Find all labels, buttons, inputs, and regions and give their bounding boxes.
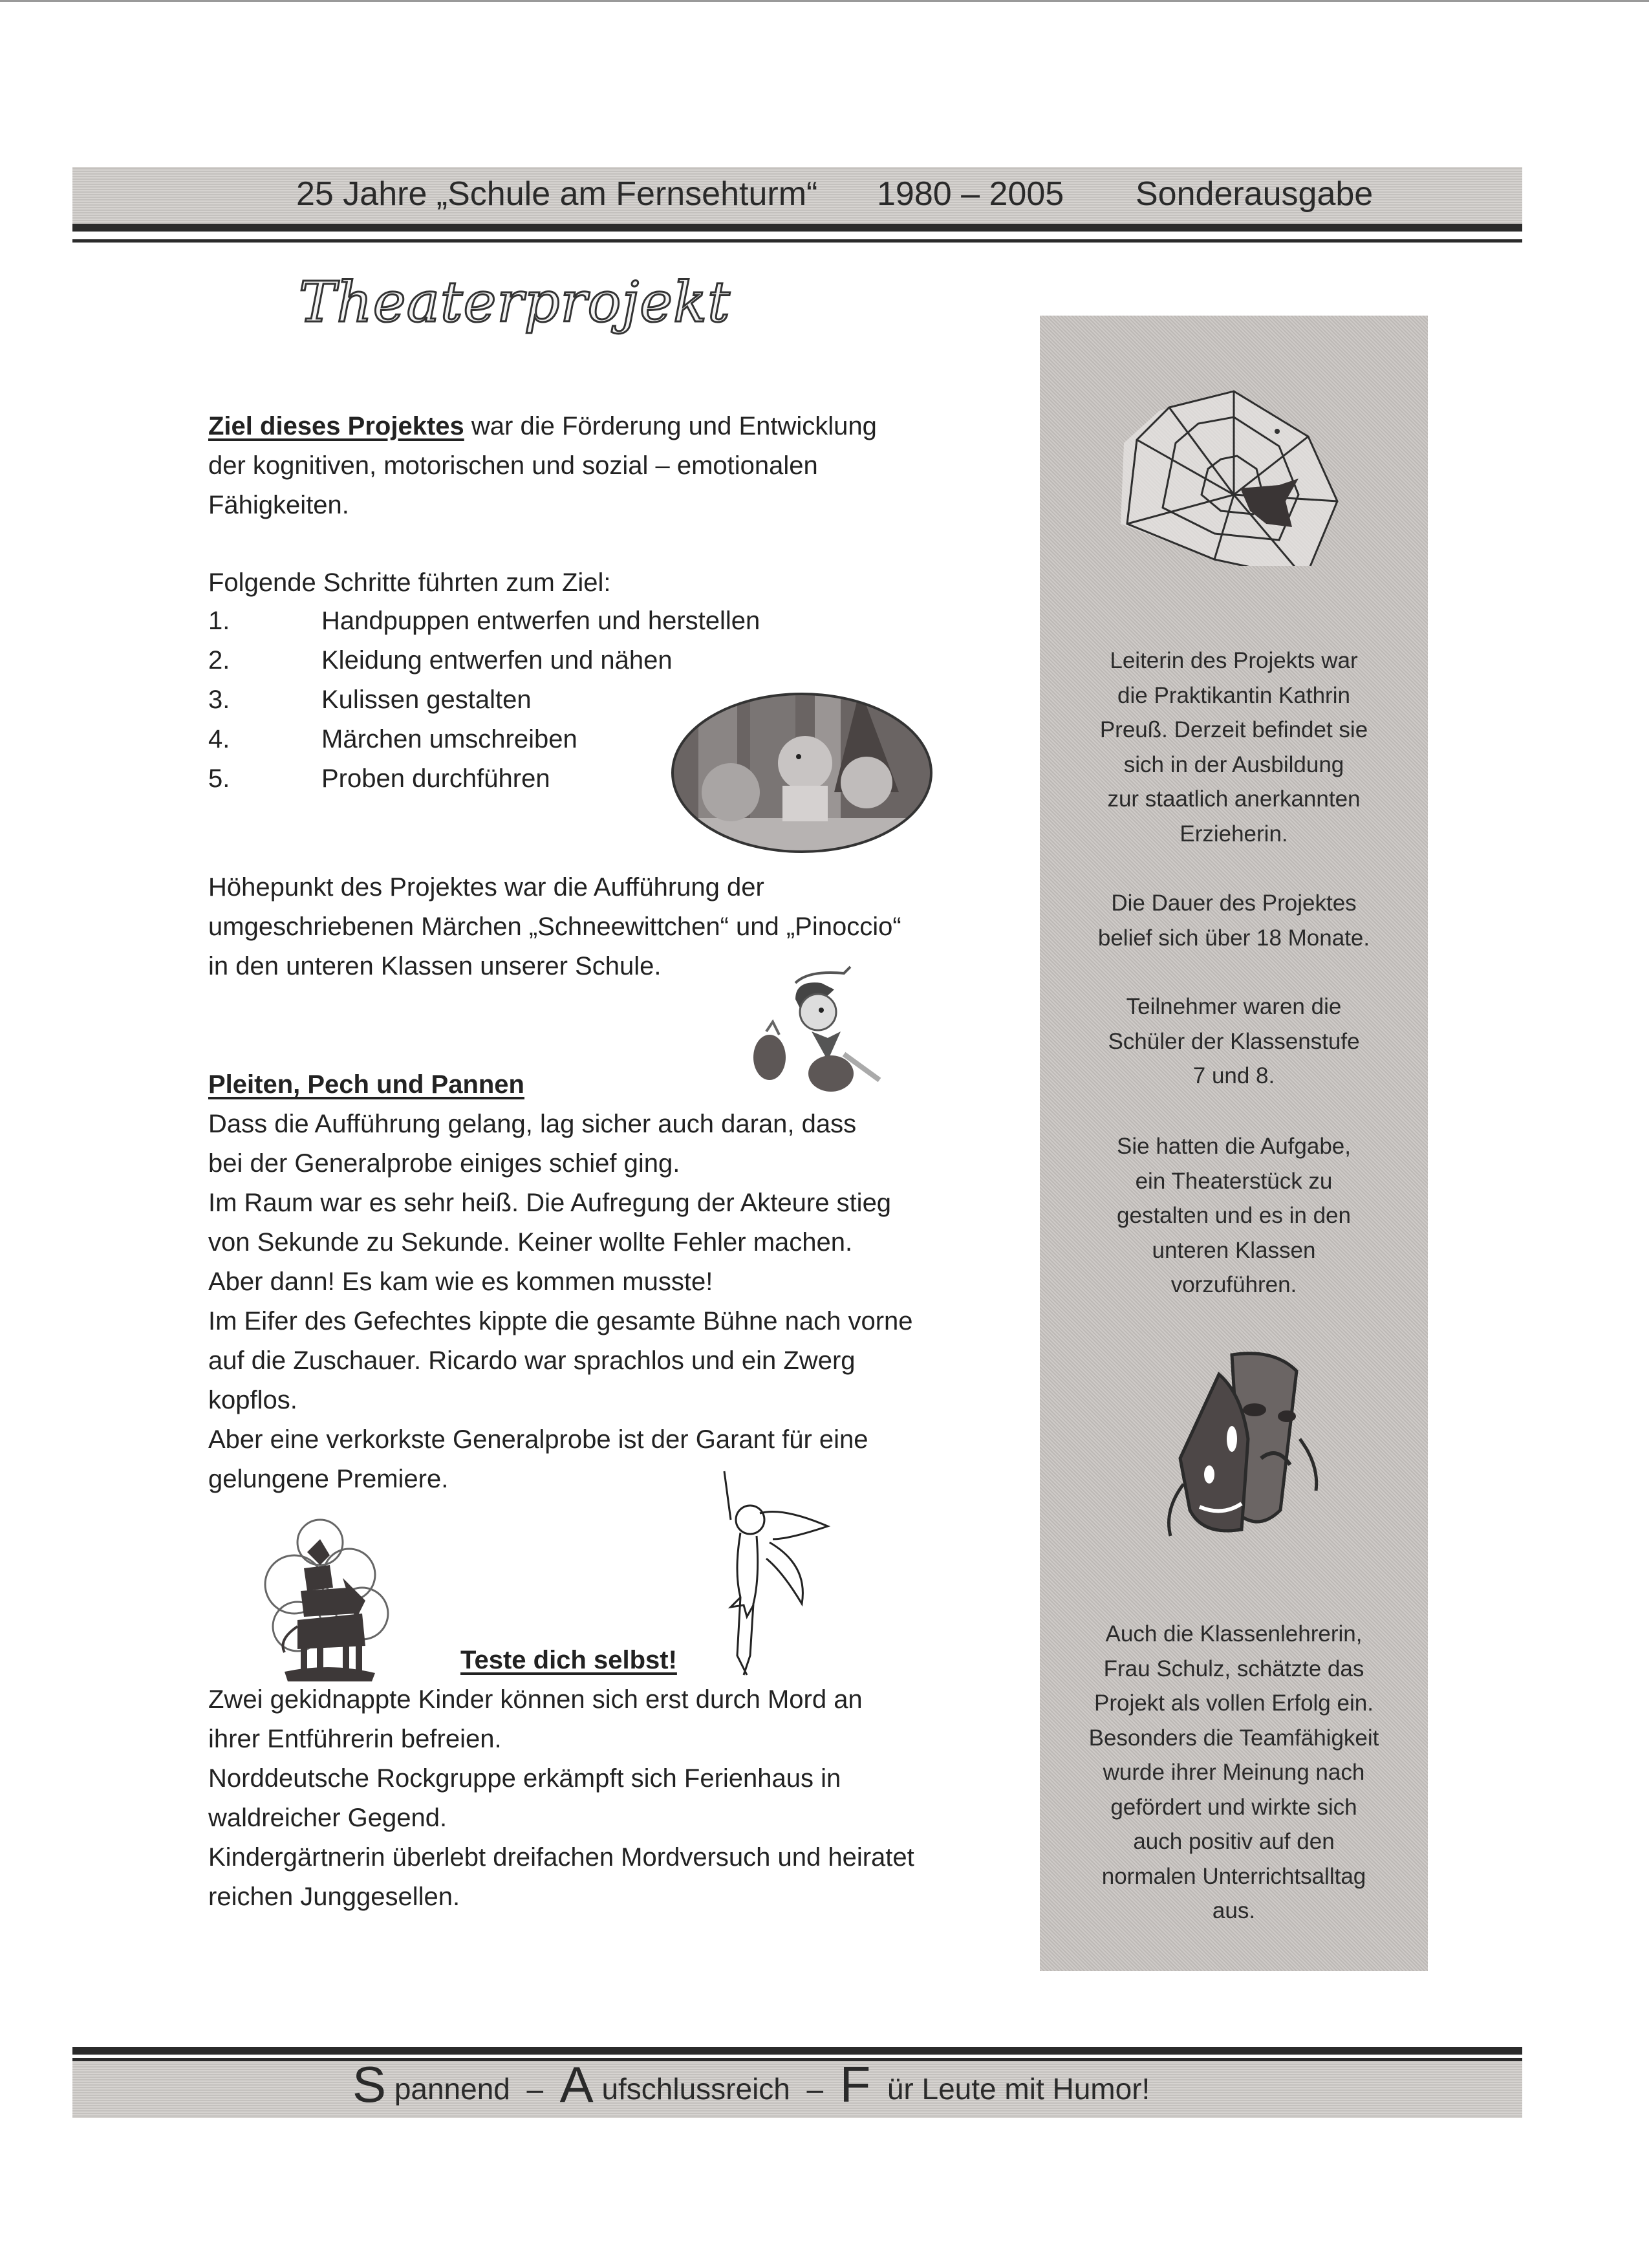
sidebar-line: wurde ihrer Meinung nach: [1103, 1760, 1365, 1785]
sidebar-paragraph-teacher: [1040, 1617, 1428, 1928]
footer-rule-thick: [72, 2047, 1522, 2055]
mishaps-line: Im Eifer des Gefechtes kippte die gesamte Bühne nach vorne: [208, 1307, 913, 1335]
sidebar-line: Sie hatten die Aufgabe,: [1117, 1134, 1351, 1159]
mishaps-line: Aber eine verkorkste Generalprobe ist der Garant für eine: [208, 1425, 868, 1454]
sidebar-paragraph-task: [1040, 1129, 1428, 1302]
page-title: Theaterprojekt: [299, 270, 731, 335]
sidebar-line: Projekt als vollen Erfolg ein.: [1094, 1690, 1374, 1716]
motto-word: ür Leute mit Humor!: [887, 2072, 1150, 2106]
intro-paragraph: [208, 407, 952, 525]
theater-masks-clipart: [1151, 1335, 1332, 1555]
sidebar-line: die Praktikantin Kathrin: [1117, 682, 1350, 708]
step-number: 5.: [208, 764, 230, 793]
sidebar-line: auch positiv auf den: [1133, 1829, 1335, 1854]
quiz-line: Zwei gekidnappte Kinder können sich erst durch Mord an: [208, 1685, 863, 1714]
mishaps-line: Im Raum war es sehr heiß. Die Aufregung der Akteure stieg: [208, 1189, 892, 1217]
motto-initial-a: A: [559, 2056, 594, 2113]
anniversary-years: 1980 – 2005: [877, 175, 1064, 213]
step-text: Märchen umschreiben: [321, 725, 577, 753]
mishaps-line: bei der Generalprobe einiges schief ging.: [208, 1149, 680, 1178]
bremen-town-musicians-silhouette: [259, 1517, 407, 1685]
motto-word: ufschlussreich: [601, 2072, 790, 2106]
intro-line: der kognitiven, motorischen und sozial – emotionalen: [208, 451, 818, 480]
scan-edge: [0, 0, 1649, 2]
step-number: 1.: [208, 607, 230, 635]
sidebar-line: normalen Unterrichtsalltag: [1101, 1863, 1366, 1889]
edition-label: Sonderausgabe: [1136, 175, 1374, 213]
highlight-line: in den unteren Klassen unserer Schule.: [208, 952, 662, 980]
newsletter-title: 25 Jahre „Schule am Fernsehturm“: [296, 175, 818, 213]
mishaps-line: gelungene Premiere.: [208, 1465, 449, 1493]
quiz-line: reichen Junggesellen.: [208, 1883, 460, 1911]
sidebar-line: Frau Schulz, schätzte das: [1103, 1656, 1364, 1681]
highlight-line: umgeschriebenen Märchen „Schneewittchen“ und „Pinoccio“: [208, 913, 901, 941]
mishaps-heading: Pleiten, Pech und Pannen: [208, 1070, 524, 1099]
header-rule-thin: [72, 239, 1522, 243]
mishaps-line: kopflos.: [208, 1386, 297, 1414]
sidebar-line: unteren Klassen: [1152, 1237, 1316, 1263]
quiz-section: [208, 1680, 952, 1917]
step-text: Kleidung entwerfen und nähen: [321, 646, 673, 675]
motto-separator: –: [526, 2072, 544, 2106]
intro-line: Fähigkeiten.: [208, 491, 349, 519]
step-item: [208, 601, 760, 641]
motto-separator: –: [806, 2072, 824, 2106]
sidebar-line: zur staatlich anerkannten: [1107, 786, 1361, 812]
quiz-line: waldreicher Gegend.: [208, 1804, 447, 1832]
sidebar-line: Die Dauer des Projektes: [1111, 891, 1357, 916]
sidebar-line: gefördert und wirkte sich: [1110, 1794, 1357, 1820]
highlight-line: Höhepunkt des Projektes war die Aufführung der: [208, 873, 764, 902]
mishaps-line: von Sekunde zu Sekunde. Keiner wollte Fehler machen.: [208, 1228, 853, 1257]
sidebar-paragraph-participants: [1040, 989, 1428, 1094]
header-rule-thick: [72, 224, 1522, 232]
hand-puppets-photo: [666, 689, 938, 857]
sidebar-line: 7 und 8.: [1192, 1063, 1275, 1088]
sidebar-line: gestalten und es in den: [1117, 1203, 1351, 1228]
intro-lead: Ziel dieses Projektes: [208, 412, 464, 440]
sidebar-line: aus.: [1212, 1898, 1256, 1923]
intro-lead-rest: war die Förderung und Entwicklung: [464, 412, 877, 440]
sidebar-line: Leiterin des Projekts war: [1110, 648, 1358, 673]
sidebar-line: Preuß. Derzeit befindet sie: [1099, 717, 1368, 742]
sidebar-line: Erzieherin.: [1180, 821, 1288, 847]
footer-motto: [352, 2056, 1150, 2113]
step-item: [208, 641, 760, 680]
sidebar-line: vorzuführen.: [1170, 1272, 1297, 1297]
step-text: Proben durchführen: [321, 764, 550, 793]
steps-heading: Folgende Schritte führten zum Ziel:: [208, 568, 611, 597]
sidebar-line: Auch die Klassenlehrerin,: [1105, 1621, 1363, 1647]
mishaps-section: [208, 1065, 952, 1499]
sidebar-line: sich in der Ausbildung: [1123, 751, 1344, 777]
quiz-heading: Teste dich selbst!: [460, 1646, 677, 1674]
step-number: 4.: [208, 725, 230, 753]
step-text: Kulissen gestalten: [321, 686, 532, 714]
mishaps-line: auf die Zuschauer. Ricardo war sprachlos und ein Zwerg: [208, 1346, 856, 1375]
quiz-line: Norddeutsche Rockgruppe erkämpft sich Ferienhaus in: [208, 1764, 841, 1793]
quiz-line: ihrer Entführerin befreien.: [208, 1725, 502, 1753]
step-text: Handpuppen entwerfen und herstellen: [321, 607, 760, 635]
sidebar-paragraph-duration: [1040, 886, 1428, 955]
sidebar-line: Besonders die Teamfähigkeit: [1088, 1725, 1379, 1751]
motto-initial-s: S: [352, 2056, 387, 2113]
spider-web-clipart: [1092, 372, 1363, 566]
sidebar-line: Schüler der Klassenstufe: [1108, 1028, 1360, 1054]
sidebar-line: ein Theaterstück zu: [1135, 1168, 1333, 1194]
step-number: 3.: [208, 686, 230, 714]
step-number: 2.: [208, 646, 230, 675]
mishaps-line: Dass die Aufführung gelang, lag sicher auch daran, dass: [208, 1110, 857, 1138]
motto-word: pannend: [394, 2072, 510, 2106]
sidebar-line: belief sich über 18 Monate.: [1097, 925, 1370, 951]
quiz-heading-wrap: [460, 1641, 784, 1680]
quiz-line: Kindergärtnerin überlebt dreifachen Mordversuch und heiratet: [208, 1843, 914, 1872]
sidebar-paragraph-leader: [1040, 643, 1428, 851]
sidebar-line: Teilnehmer waren die: [1126, 994, 1342, 1019]
mishaps-line: Aber dann! Es kam wie es kommen musste!: [208, 1268, 713, 1296]
motto-initial-f: F: [839, 2056, 871, 2113]
